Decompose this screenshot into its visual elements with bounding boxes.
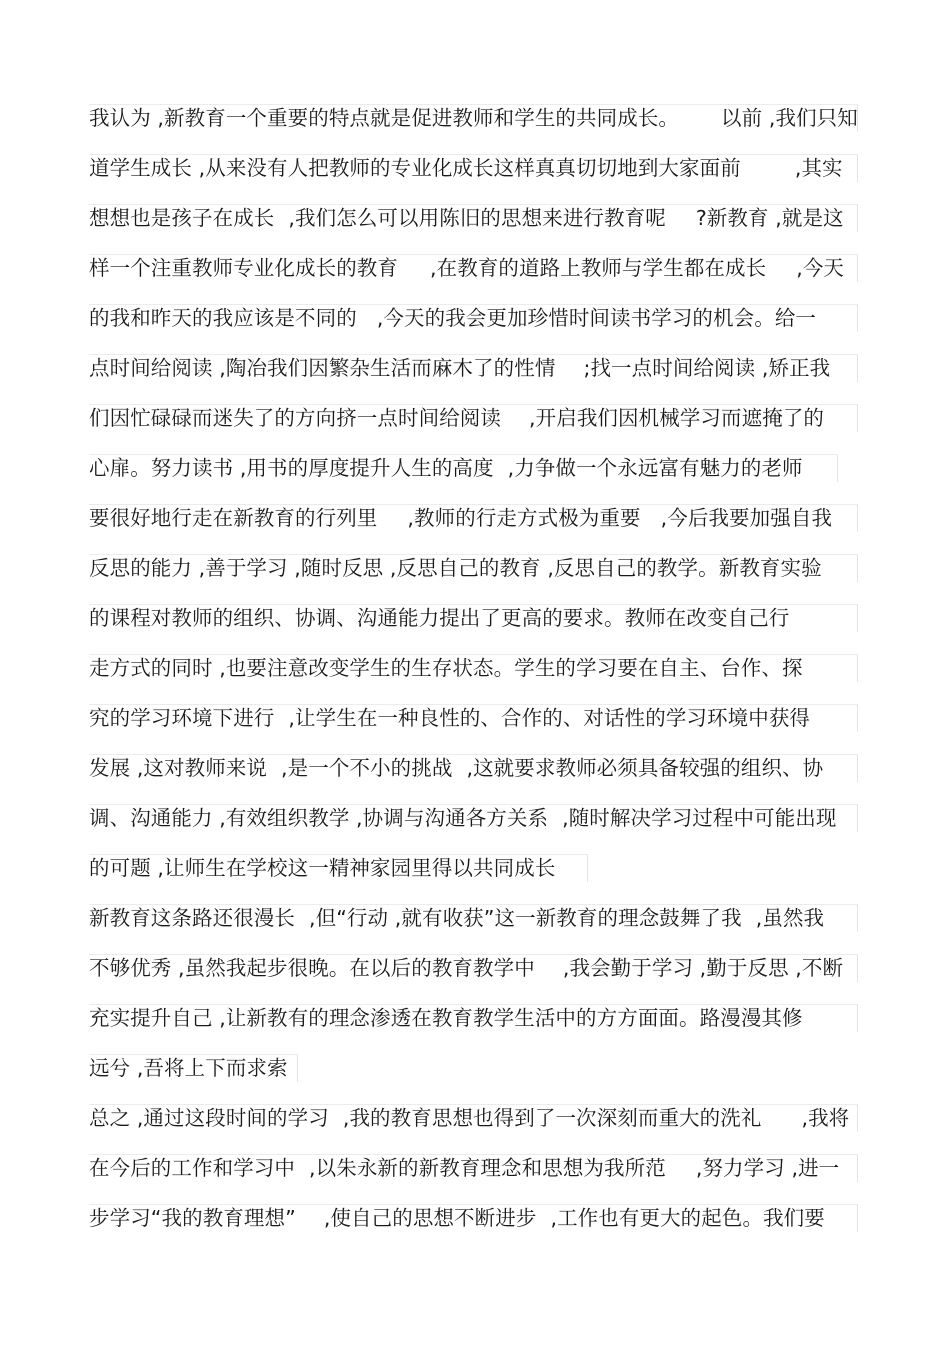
text-line [89,201,844,235]
text-segment: ,今后我要加强自我 [660,506,833,530]
text-segment: ,在教育的道路上教师与学生都在成长 [430,256,767,280]
text-segment: 不够优秀 ,虽然我起步很晚。在以后的教育教学中 [89,956,535,980]
text-segment: 新教育这条路还很漫长 [89,906,295,930]
text-line [89,751,823,785]
text-segment: 心扉。努力读书 ,用书的厚度提升人生的高度 [89,456,494,480]
text-line [89,1101,849,1135]
text-segment: ,使自己的思想不断进步 [323,1206,537,1230]
text-line [89,351,830,385]
text-segment: 总之 ,通过这段时间的学习 [89,1106,329,1130]
text-segment: ,让学生在一种良性的、合作的、对话性的学习环境中获得 [288,706,811,730]
text-line [89,1001,803,1035]
text-segment: ,今天的我会更加珍惜时间读书学习的机会。给一 [376,306,817,330]
text-segment: ,是一个不小的挑战 [281,756,453,780]
text-line [89,901,824,935]
text-segment: ,开启我们因机械学习而遮掩了的 [529,406,825,430]
text-segment: 远兮 ,吾将上下而求索 [89,1056,288,1080]
text-line [89,801,837,835]
text-segment: ,工作也有更大的起色。我们要 [550,1206,825,1230]
text-line [89,1151,839,1185]
text-segment: ,这就要求教师必须具备较强的组织、协 [466,756,824,780]
text-segment: 的可题 ,让师生在学校这一精神家园里得以共同成长 [89,856,556,880]
text-segment: 点时间给阅读 ,陶冶我们因繁杂生活而麻木了的性情 [89,356,556,380]
text-segment: 想想也是孩子在成长 [89,206,275,230]
text-line [89,401,824,435]
text-line [89,1201,825,1235]
text-line [89,601,789,635]
text-segment: 们因忙碌碌而迷失了的方向挤一点时间给阅读 [89,406,501,430]
text-segment: 在今后的工作和学习中 [89,1156,295,1180]
text-segment: 充实提升自己 ,让新教有的理念渗透在教育教学生活中的方方面面。路漫漫其修 [89,1006,803,1030]
text-segment: ,我们怎么可以用陈旧的思想来进行教育呢 [288,206,666,230]
text-line [89,701,810,735]
text-line [89,651,803,685]
text-segment: ,力争做一个永远富有魅力的老师 [507,456,803,480]
text-segment: ,其实 [794,156,843,180]
text-segment: ,我的教育思想也得到了一次深刻而重大的洗礼 [342,1106,762,1130]
text-segment: ,教师的行走方式极为重要 [407,506,641,530]
text-segment: ,努力学习 ,进一 [695,1156,840,1180]
text-segment: 我认为 ,新教育一个重要的特点就是促进教师和学生的共同成长。 [89,106,680,130]
text-line [89,301,816,335]
text-line [89,551,822,585]
text-segment: 究的学习环境下进行 [89,706,275,730]
text-segment: 道学生成长 ,从来没有人把教师的专业化成长这样真真切切地到大家面前 [89,156,741,180]
text-line [89,951,843,985]
text-segment: ,虽然我 [755,906,825,930]
text-line [89,151,843,185]
text-segment: 的我和昨天的我应该是不同的 [89,306,357,330]
text-segment: ,我将 [801,1106,850,1130]
text-segment: ,我会勤于学习 ,勤于反思 ,不断 [562,956,844,980]
text-line [89,101,858,135]
text-segment: 调、沟通能力 ,有效组织教学 ,协调与沟通各方关系 [89,806,549,830]
text-segment: ,但“行动 ,就有收获”这一新教育的理念鼓舞了我 [309,906,742,930]
text-line [89,1051,288,1085]
text-segment: 样一个注重教师专业化成长的教育 [89,256,398,280]
text-segment: 步学习“我的教育理想” [89,1206,296,1230]
text-line [89,501,832,535]
text-segment: 发展 ,这对教师来说 [89,756,268,780]
text-segment: 的课程对教师的组织、协调、沟通能力提出了更高的要求。教师在改变自己行 [89,606,790,630]
text-line [89,251,844,285]
text-segment: ,以朱永新的新教育理念和思想为我所范 [309,1156,666,1180]
text-segment: ,随时解决学习过程中可能出现 [562,806,837,830]
text-line [89,851,555,885]
text-segment: ?新教育 ,就是这 [695,206,844,230]
text-segment: 要很好地行走在新教育的行列里 [89,506,378,530]
text-segment: 反思的能力 ,善于学习 ,随时反思 ,反思自己的教育 ,反思自己的教学。新教育实验 [89,556,822,580]
text-line [89,451,803,485]
text-segment: 走方式的同时 ,也要注意改变学生的生存状态。学生的学习要在自主、台作、探 [89,656,803,680]
text-segment: ;找一点时间给阅读 ,矫正我 [583,356,831,380]
text-segment: ,今天 [796,256,845,280]
text-segment: 以前 ,我们只知 [721,106,858,130]
